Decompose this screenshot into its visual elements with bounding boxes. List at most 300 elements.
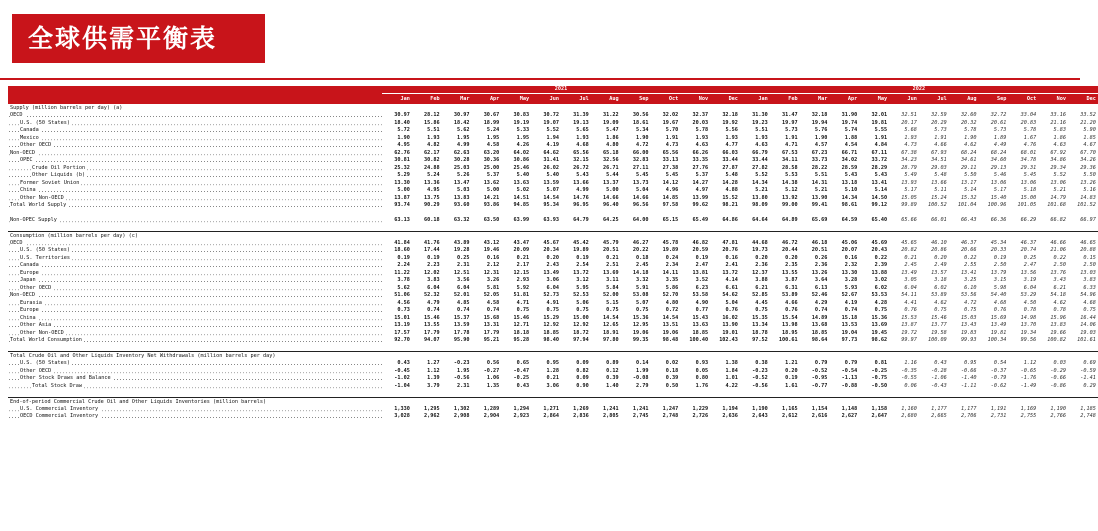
value-cell: 15.53 [901, 314, 917, 321]
value-cell: 3.15 [993, 277, 1007, 283]
value-cell: 5.53 [785, 172, 798, 178]
value-cell: 2.31 [456, 262, 470, 268]
value-cell: 13.83 [453, 194, 470, 201]
value-cell: 29.34 [1050, 164, 1067, 171]
value-cell: 53.89 [781, 292, 798, 298]
value-cell: 14.79 [1050, 194, 1067, 201]
value-cell: 0.16 [725, 254, 738, 261]
value-cell: 13.68 [811, 322, 828, 328]
value-cell: 27.76 [692, 164, 709, 171]
value-cell: 5.37 [695, 172, 709, 178]
value-cell: 0.06 [904, 382, 917, 389]
value-cell: 19.04 [841, 329, 858, 336]
value-cell: 2.50 [993, 262, 1007, 268]
value-cell: 63.32 [453, 216, 470, 223]
value-cell: 13.72 [722, 269, 738, 276]
value-cell: 29.36 [1080, 164, 1096, 171]
value-cell: 53.53 [871, 292, 888, 298]
row-label [8, 383, 382, 391]
row-label-text: Other Asia [20, 322, 52, 328]
value-cell: 0.82 [576, 367, 589, 374]
value-cell: 1,295 [424, 405, 440, 412]
value-cell: 20.22 [632, 247, 649, 253]
value-cell: 1,154 [811, 405, 828, 412]
value-cell: 0.75 [874, 307, 888, 313]
row-label [8, 157, 382, 165]
value-cell: 18.85 [543, 329, 559, 336]
value-cell: 99.56 [1020, 337, 1037, 343]
month-header-cell: Mar [800, 94, 830, 105]
value-cell: 13.69 [603, 269, 619, 276]
row-label [8, 127, 382, 135]
value-cell: 0.21 [546, 375, 559, 381]
value-cell: 97.73 [841, 337, 858, 343]
value-cell: 13.36 [424, 179, 440, 186]
value-cell: 13.06 [990, 179, 1007, 186]
value-cell: -1.02 [394, 375, 410, 381]
value-cell: 52.01 [453, 292, 470, 298]
value-cell: 45.65 [901, 239, 917, 246]
value-cell: 5.21 [1053, 187, 1067, 193]
row-label-text: OECD [10, 239, 23, 246]
value-cell: 33.44 [752, 157, 768, 163]
value-cell: 5.52 [755, 172, 768, 178]
month-header-cell: Jan [382, 94, 412, 105]
value-cell: 20.17 [901, 119, 917, 126]
value-cell: 5.98 [993, 284, 1007, 291]
value-cell: 13.31 [483, 322, 500, 328]
value-cell: 5.07 [635, 299, 649, 306]
value-cell: 5.76 [814, 127, 828, 133]
value-cell: -1.49 [1020, 382, 1037, 389]
row-label [8, 135, 382, 143]
value-cell: 17.78 [453, 329, 470, 336]
value-cell: 66.29 [1020, 216, 1037, 223]
value-cell: 4.99 [456, 142, 470, 148]
row-label [8, 285, 382, 293]
value-cell: 65.49 [692, 216, 709, 223]
value-cell: 15.46 [931, 314, 947, 321]
row-label [8, 262, 382, 270]
value-cell: 1.27 [427, 360, 440, 366]
row-label-text: Other Liquids (b) [32, 172, 86, 178]
value-cell: 31.47 [781, 112, 798, 118]
value-cell: 1,194 [722, 405, 738, 412]
value-cell: 6.04 [1023, 284, 1037, 291]
value-cell: 14.66 [603, 194, 619, 201]
value-cell: 19.06 [632, 329, 649, 336]
value-cell: 4.63 [1053, 142, 1067, 148]
value-cell: 1.40 [606, 382, 619, 389]
row-label [8, 337, 382, 345]
table-row [8, 217, 1098, 225]
value-cell: 19.46 [483, 247, 500, 253]
value-cell: 100.40 [689, 337, 709, 343]
value-cell: 14.66 [632, 194, 649, 201]
value-cell: 2.31 [456, 382, 470, 389]
value-cell: 2,836 [573, 413, 589, 419]
row-label-text: Japan [20, 277, 36, 283]
value-cell: 53.89 [931, 292, 947, 298]
value-cell: 1,191 [990, 405, 1007, 412]
value-cell: 0.21 [516, 254, 530, 261]
value-cell: 15.00 [1020, 194, 1037, 201]
value-cell: 46.72 [781, 239, 798, 246]
value-cell: 4.28 [874, 299, 888, 306]
value-cell: 33.04 [1020, 112, 1037, 118]
value-cell: 1.90 [814, 134, 828, 141]
value-cell: 4.95 [397, 142, 410, 148]
row-label-text: Crude Oil Portion [32, 164, 86, 171]
row-label [8, 413, 382, 421]
value-cell: 4.99 [576, 187, 589, 193]
year-header-2022: 2022 [740, 86, 1098, 94]
value-cell: 100.82 [1047, 337, 1067, 343]
value-cell: 5.15 [606, 299, 619, 306]
value-cell: 2,726 [692, 413, 709, 419]
value-cell: 47.81 [722, 239, 738, 246]
value-cell: 4.62 [1053, 299, 1067, 306]
value-cell: 2.50 [1053, 262, 1067, 268]
row-label [8, 406, 382, 414]
value-cell: 19.72 [901, 329, 917, 336]
value-cell: 34.86 [1050, 157, 1067, 163]
row-label [8, 195, 382, 203]
value-cell: 3.64 [814, 277, 828, 283]
value-cell: 19.73 [752, 247, 768, 253]
divider [0, 78, 1080, 80]
value-cell: 13.26 [1080, 179, 1096, 186]
section-heading: End-of-period Commercial Crude Oil and Other Liquids Inventories (million barrels) [10, 398, 267, 405]
value-cell: 17.79 [424, 329, 440, 336]
value-cell: 1.76 [695, 382, 709, 389]
value-cell: 95.34 [543, 202, 559, 208]
value-cell: 45.79 [603, 239, 619, 246]
value-cell: 68.24 [960, 149, 977, 156]
value-cell: 5.56 [725, 127, 738, 133]
value-cell: 0.03 [1053, 360, 1067, 366]
value-cell: 0.26 [814, 254, 828, 261]
value-cell: 5.90 [1083, 127, 1096, 133]
value-cell: 0.25 [1023, 254, 1037, 261]
value-cell: 29.31 [1020, 164, 1037, 171]
value-cell: 13.81 [692, 269, 709, 276]
value-cell: 13.98 [781, 322, 798, 328]
value-cell: 19.01 [722, 329, 738, 336]
value-cell: -0.54 [841, 367, 858, 374]
value-cell: 13.47 [453, 179, 470, 186]
value-cell: 4.95 [427, 187, 440, 193]
value-cell: 4.58 [486, 142, 500, 148]
value-cell: 5.55 [874, 127, 888, 133]
value-cell: 14.28 [722, 179, 738, 186]
value-cell: 21.20 [1080, 119, 1096, 126]
value-cell: 20.61 [990, 119, 1007, 126]
value-cell: 0.22 [964, 254, 977, 261]
value-cell: 2,643 [752, 413, 768, 419]
value-cell: 14.34 [841, 194, 858, 201]
value-cell: 13.17 [960, 179, 977, 186]
value-cell: 13.26 [811, 269, 828, 276]
value-cell: 4.41 [904, 299, 917, 306]
value-cell: 14.83 [1080, 194, 1096, 201]
value-cell: 4.76 [1023, 142, 1037, 148]
value-cell: 5.95 [576, 284, 589, 291]
value-cell: 18.85 [692, 329, 709, 336]
value-cell: 32.02 [662, 112, 679, 118]
value-cell: 4.66 [934, 142, 947, 148]
value-cell: 15.96 [1050, 314, 1067, 321]
value-cell: 34.11 [781, 157, 798, 163]
table-row [8, 112, 1098, 120]
row-label [8, 142, 382, 150]
row-label-text: Non-OECD [10, 149, 35, 156]
value-cell: 5.83 [1053, 127, 1067, 133]
row-label-text: Europe [20, 269, 39, 276]
value-cell: 0.69 [1083, 360, 1096, 366]
row-label [8, 315, 382, 323]
value-cell: 14.12 [662, 179, 679, 186]
value-cell: 0.74 [486, 307, 500, 313]
value-cell: 19.45 [871, 329, 888, 336]
value-cell: 0.78 [1023, 307, 1037, 313]
value-cell: 99.62 [692, 202, 709, 208]
value-cell: 2.32 [844, 262, 858, 268]
balance-table [8, 86, 1098, 421]
value-cell: 31.30 [752, 112, 768, 118]
table-row [8, 307, 1098, 315]
table-row [8, 315, 1098, 323]
value-cell: 26.02 [543, 164, 559, 171]
value-cell: 0.22 [1053, 254, 1067, 261]
row-label-text: U.S. (50 States) [20, 119, 70, 126]
value-cell: 4.19 [844, 299, 858, 306]
row-label-text: OECD [10, 112, 23, 118]
value-cell: 2.47 [1023, 262, 1037, 268]
value-cell: 2.41 [725, 262, 738, 268]
value-cell: 1.99 [635, 367, 649, 374]
value-cell: 15.05 [901, 194, 917, 201]
value-cell: 65.18 [603, 149, 619, 156]
value-cell: 4.29 [814, 299, 828, 306]
value-cell: 101.52 [1077, 202, 1096, 208]
value-cell: 66.36 [990, 216, 1007, 223]
value-cell: 3.56 [456, 277, 470, 283]
value-cell: 34.02 [841, 157, 858, 163]
section-separator [8, 345, 1098, 352]
value-cell: 1.93 [755, 134, 768, 141]
value-cell: 13.90 [811, 194, 828, 201]
value-cell: 4.62 [964, 142, 977, 148]
row-label [8, 322, 382, 330]
value-cell: 19.81 [871, 119, 888, 126]
value-cell: 1,241 [632, 405, 649, 412]
value-cell: 0.74 [844, 307, 858, 313]
value-cell: 13.53 [841, 322, 858, 328]
value-cell: 15.37 [453, 314, 470, 321]
value-cell: 1.93 [576, 134, 589, 141]
value-cell: 1.85 [1083, 134, 1096, 141]
value-cell: 1,190 [752, 405, 768, 412]
value-cell: 19.83 [960, 329, 977, 336]
value-cell: 1,169 [1020, 405, 1037, 412]
row-label [8, 240, 382, 248]
month-header-cell: Oct [1008, 94, 1038, 105]
value-cell: 45.06 [841, 239, 858, 246]
value-cell: 1,294 [513, 405, 530, 412]
value-cell: -1.76 [1020, 375, 1037, 381]
value-cell: 20.51 [811, 247, 828, 253]
value-cell: 19.97 [781, 119, 798, 126]
row-label-text: Eurasia [20, 299, 42, 306]
value-cell: 5.49 [904, 172, 917, 178]
value-cell: -0.79 [990, 375, 1007, 381]
value-cell: -0.56 [453, 375, 470, 381]
section-heading-row [8, 104, 1098, 112]
value-cell: 54.11 [901, 292, 917, 298]
value-cell: 62.17 [424, 149, 440, 156]
value-cell: 99.89 [901, 202, 917, 208]
value-cell: 13.37 [603, 179, 619, 186]
value-cell: 33.16 [1050, 112, 1067, 118]
value-cell: 45.78 [662, 239, 679, 246]
value-cell: 2.35 [785, 262, 798, 268]
month-header-cell: Feb [770, 94, 800, 105]
value-cell: 13.19 [394, 322, 410, 328]
value-cell: 102.43 [719, 337, 738, 343]
month-header-cell: Jan [740, 94, 770, 105]
value-cell: 0.12 [606, 367, 619, 374]
value-cell: 13.55 [424, 322, 440, 328]
value-cell: 20.07 [841, 247, 858, 253]
value-cell: 5.16 [1083, 187, 1096, 193]
value-cell: 5.24 [486, 127, 500, 133]
row-label-text: Non-OECD [10, 292, 35, 298]
value-cell: 65.66 [901, 216, 917, 223]
value-cell: 1,247 [662, 405, 679, 412]
value-cell: 63.20 [483, 149, 500, 156]
value-cell: 21.16 [1050, 119, 1067, 126]
row-label [8, 368, 382, 376]
value-cell: 13.99 [692, 194, 709, 201]
value-cell: 64.25 [603, 216, 619, 223]
table-row [8, 262, 1098, 270]
value-cell: 0.22 [874, 254, 888, 261]
month-header-cell: Feb [412, 94, 442, 105]
value-cell: 4.90 [695, 299, 709, 306]
table-row [8, 406, 1098, 414]
value-cell: -1.13 [841, 375, 858, 381]
value-cell: 12.71 [513, 322, 530, 328]
value-cell: 5.91 [635, 284, 649, 291]
value-cell: 30.82 [424, 157, 440, 163]
value-cell: 20.43 [871, 247, 888, 253]
value-cell: 32.01 [871, 112, 888, 118]
value-cell: 2,612 [781, 413, 798, 419]
table-row [8, 195, 1098, 203]
value-cell: 66.01 [931, 216, 947, 223]
value-cell: -0.23 [752, 367, 768, 374]
value-cell: 63.50 [483, 216, 500, 223]
value-cell: 97.94 [573, 337, 589, 343]
value-cell: 20.74 [1020, 247, 1037, 253]
value-cell: 17.44 [424, 247, 440, 253]
value-cell: 1.91 [874, 134, 888, 141]
value-cell: 5.81 [486, 284, 500, 291]
value-cell: 0.74 [456, 307, 470, 313]
value-cell: 32.18 [811, 112, 828, 118]
value-cell: 67.93 [931, 149, 947, 156]
table-row [8, 187, 1098, 195]
value-cell: 4.19 [546, 142, 559, 148]
value-cell: 13.49 [990, 322, 1007, 328]
value-cell: 19.13 [573, 119, 589, 126]
value-cell: 64.00 [632, 216, 649, 223]
value-cell: 0.39 [606, 375, 619, 381]
value-cell: 0.79 [814, 360, 828, 366]
value-cell: 62.63 [453, 149, 470, 156]
value-cell: 13.30 [394, 179, 410, 186]
value-cell: 5.12 [785, 187, 798, 193]
value-cell: 6.04 [904, 284, 917, 291]
value-cell: 66.79 [752, 149, 768, 156]
value-cell: 34.60 [990, 157, 1007, 163]
value-cell: 1.94 [546, 134, 559, 141]
value-cell: 14.34 [752, 179, 768, 186]
value-cell: -0.08 [632, 375, 649, 381]
value-cell: 52.53 [573, 292, 589, 298]
table-row [8, 142, 1098, 150]
value-cell: 5.03 [456, 187, 470, 193]
table-row [8, 150, 1098, 158]
value-cell: 14.54 [543, 194, 559, 201]
value-cell: 0.65 [516, 360, 530, 366]
value-cell: 1.95 [456, 134, 470, 141]
value-cell: 1.95 [516, 134, 530, 141]
value-cell: 2,680 [901, 413, 917, 419]
value-cell: 13.41 [871, 179, 888, 186]
table-row [8, 337, 1098, 345]
value-cell: 60.18 [424, 216, 440, 223]
row-label-text: Other Non-OECD [20, 194, 64, 201]
value-cell: 4.45 [755, 299, 768, 306]
value-cell: 32.83 [632, 157, 649, 163]
value-cell: -0.66 [1050, 375, 1067, 381]
value-cell: 6.31 [785, 284, 798, 291]
value-cell: -1.04 [394, 382, 410, 389]
row-label-text: Other OECD [20, 142, 52, 148]
value-cell: 5.18 [1023, 187, 1037, 193]
section-heading: Supply (million barrels per day) (a) [10, 105, 123, 111]
value-cell: 2.93 [516, 277, 530, 283]
value-cell: 2.45 [635, 262, 649, 268]
value-cell: 6.02 [874, 284, 888, 291]
value-cell: 1.61 [785, 382, 798, 389]
table-row [8, 277, 1098, 285]
value-cell: 65.40 [871, 216, 888, 223]
row-label-text: Former Soviet Union [20, 179, 80, 186]
value-cell: 5.02 [516, 187, 530, 193]
value-cell: -1.41 [1080, 375, 1096, 381]
value-cell: 100.09 [927, 337, 947, 343]
value-cell: 18.61 [632, 119, 649, 126]
value-cell: 6.23 [695, 284, 709, 291]
value-cell: 2.54 [576, 262, 589, 268]
value-cell: 4.22 [725, 382, 738, 389]
value-cell: -1.11 [960, 382, 977, 389]
row-label-text: Other Stock Draws and Balance [20, 375, 111, 381]
value-cell: 0.21 [606, 254, 619, 261]
